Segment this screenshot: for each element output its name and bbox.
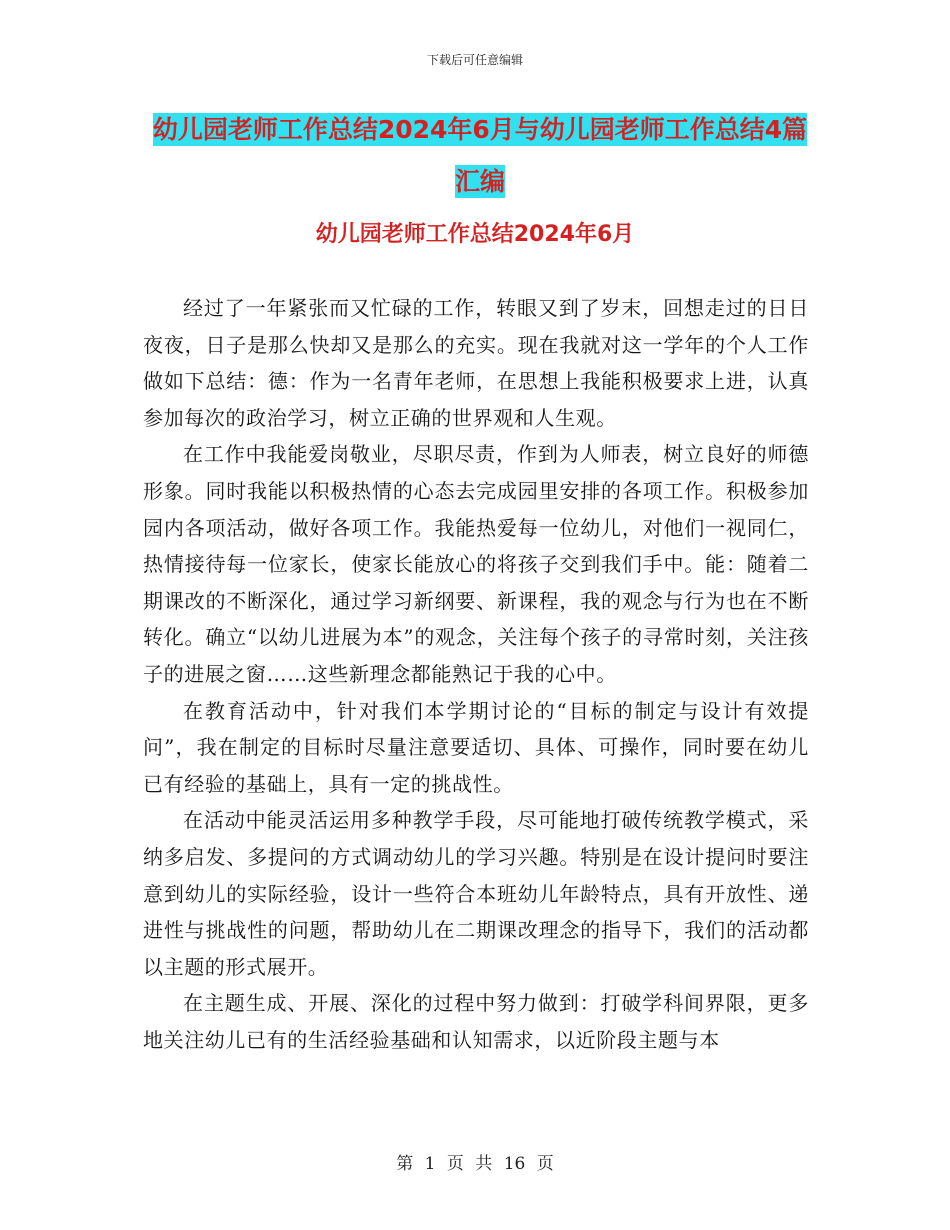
paragraph-5: 在主题生成、开展、深化的过程中努力做到：打破学科间界限，更多地关注幼儿已有的生活经验基础和认知需求，以近阶段主题与本: [143, 991, 809, 1052]
paragraph-1: 经过了一年紧张而又忙碌的工作，转眼又到了岁末，回想走过的日日夜夜，日子是那么快却又是那么的充实。现在我就对这一学年的个人工作做如下总结：德：作为一名青年老师，在思想上我能积极要求上进，认真参加每次的政治学习，树立正确的世界观和人生观。: [143, 296, 809, 430]
document-body: [143, 290, 809, 1058]
title-highlight: 幼儿园老师工作总结2024年6月与幼儿园老师工作总结4篇汇编: [152, 115, 808, 196]
page-header: 下载后可任意编辑: [426, 53, 523, 67]
paragraph-2: 在工作中我能爱岗敬业，尽职尽责，作到为人师表，树立良好的师德形象。同时我能以积极热情的心态去完成园里安排的各项工作。积极参加园内各项活动，做好各项工作。我能热爱每一位幼儿，对他们一视同仁，热情接待每一位家长，使家长能放心的将孩子交到我们手中。能：随着二期课改的不断深化，通过学习新纲要、新课程，我的观念与行为也在不断转化。确立“以幼儿进展为本”的观念，关注每个孩子的寻常时刻，关注孩子的进展之窗……这些新理念都能熟记于我的心中。: [143, 442, 809, 686]
document-title: [150, 104, 810, 208]
page-footer: 第 1 页 共 16 页: [396, 1154, 554, 1174]
paragraph-3: 在教育活动中，针对我们本学期讨论的“目标的制定与设计有效提问”，我在制定的目标时尽量注意要适切、具体、可操作，同时要在幼儿已有经验的基础上，具有一定的挑战性。: [143, 698, 809, 796]
paragraph-4: 在活动中能灵活运用多种教学手段，尽可能地打破传统教学模式，采纳多启发、多提问的方式调动幼儿的学习兴趣。特别是在设计提问时要注意到幼儿的实际经验，设计一些符合本班幼儿年龄特点，具有开放性、递进性与挑战性的问题，帮助幼儿在二期课改理念的指导下，我们的活动都以主题的形式展开。: [143, 808, 809, 979]
section-title: 幼儿园老师工作总结2024年6月: [315, 222, 635, 247]
